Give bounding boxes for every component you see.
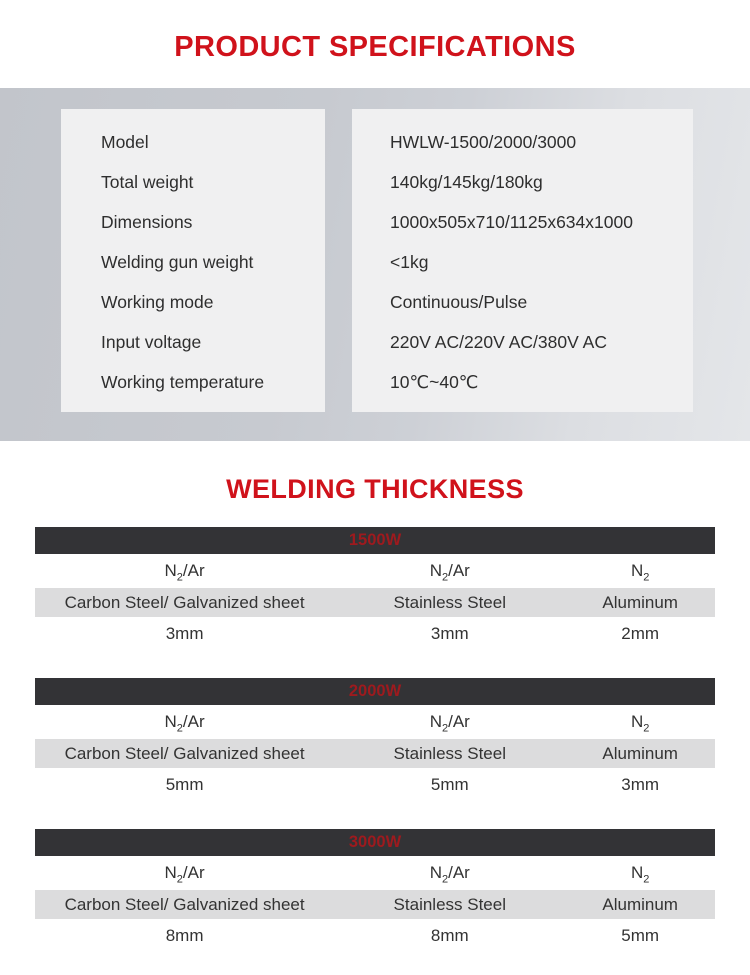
gas-cell: $N_2/Ar$ xyxy=(429,712,470,735)
spec-value-total-weight: 140kg/145kg/180kg xyxy=(390,172,543,192)
gas-cell: $N_2/Ar$ xyxy=(429,561,470,584)
thickness-cell: 8mm xyxy=(430,926,469,945)
spec-value-working-temp: 10℃~40℃ xyxy=(390,372,479,392)
material-row-3000w xyxy=(35,890,715,919)
gas-row-1500w xyxy=(35,554,715,588)
thickness-cell: 5mm xyxy=(430,775,469,794)
thickness-cell: 3mm xyxy=(621,775,660,794)
header xyxy=(0,0,750,88)
gas-cell: $N_2/Ar$ xyxy=(164,561,205,584)
power-header-2000w: 2000W xyxy=(35,678,715,705)
spec-value-working-mode: Continuous/Pulse xyxy=(390,292,528,312)
material-cell: Carbon Steel/ Galvanized sheet xyxy=(64,744,305,763)
power-table-1500w xyxy=(35,527,715,650)
spec-values-box xyxy=(352,109,693,412)
thickness-cell: 3mm xyxy=(165,624,204,643)
spec-label-working-temp: Working temperature xyxy=(101,372,265,392)
thickness-row-3000w xyxy=(35,919,715,952)
gas-row-3000w xyxy=(35,856,715,890)
material-cell: Aluminum xyxy=(602,744,678,763)
thickness-cell: 2mm xyxy=(621,624,660,643)
thickness-cell: 8mm xyxy=(165,926,204,945)
gas-cell: $N_2$ xyxy=(630,863,650,886)
welding-thickness-title: WELDING THICKNESS xyxy=(226,474,524,504)
thickness-row-1500w xyxy=(35,617,715,650)
power-header-1500w: 1500W xyxy=(35,527,715,554)
spec-value-model: HWLW-1500/2000/3000 xyxy=(390,132,577,152)
power-table-3000w xyxy=(35,829,715,952)
thickness-cell: 3mm xyxy=(430,624,469,643)
material-cell: Stainless Steel xyxy=(393,744,506,763)
power-header-3000w: 3000W xyxy=(35,829,715,856)
page-title: PRODUCT SPECIFICATIONS xyxy=(174,30,576,63)
gas-cell: $N_2/Ar$ xyxy=(429,863,470,886)
thickness-cell: 5mm xyxy=(165,775,204,794)
gas-cell: $N_2/Ar$ xyxy=(164,712,205,735)
material-cell: Aluminum xyxy=(602,593,678,612)
spec-label-model: Model xyxy=(101,132,149,152)
spec-label-gun-weight: Welding gun weight xyxy=(101,252,254,272)
gas-cell: $N_2$ xyxy=(630,712,650,735)
material-cell: Aluminum xyxy=(602,895,678,914)
gas-cell: $N_2/Ar$ xyxy=(164,863,205,886)
spec-value-input-voltage: 220V AC/220V AC/380V AC xyxy=(390,332,607,352)
spec-label-working-mode: Working mode xyxy=(101,292,214,312)
spec-band xyxy=(0,88,750,441)
material-row-1500w xyxy=(35,588,715,617)
material-cell: Carbon Steel/ Galvanized sheet xyxy=(64,593,305,612)
thickness-cell: 5mm xyxy=(621,926,660,945)
spec-label-input-voltage: Input voltage xyxy=(101,332,202,352)
spec-label-total-weight: Total weight xyxy=(101,172,194,192)
spec-value-gun-weight: <1kg xyxy=(390,252,429,272)
power-table-2000w xyxy=(35,678,715,801)
material-cell: Carbon Steel/ Galvanized sheet xyxy=(64,895,305,914)
material-row-2000w xyxy=(35,739,715,768)
material-cell: Stainless Steel xyxy=(393,895,506,914)
spec-value-dimensions: 1000x505x710/1125x634x1000 xyxy=(390,212,633,232)
spec-label-dimensions: Dimensions xyxy=(101,212,193,232)
gas-cell: $N_2$ xyxy=(630,561,650,584)
spec-labels-box xyxy=(61,109,325,412)
material-cell: Stainless Steel xyxy=(393,593,506,612)
welding-thickness-section xyxy=(0,441,750,952)
gas-row-2000w xyxy=(35,705,715,739)
thickness-row-2000w xyxy=(35,768,715,801)
